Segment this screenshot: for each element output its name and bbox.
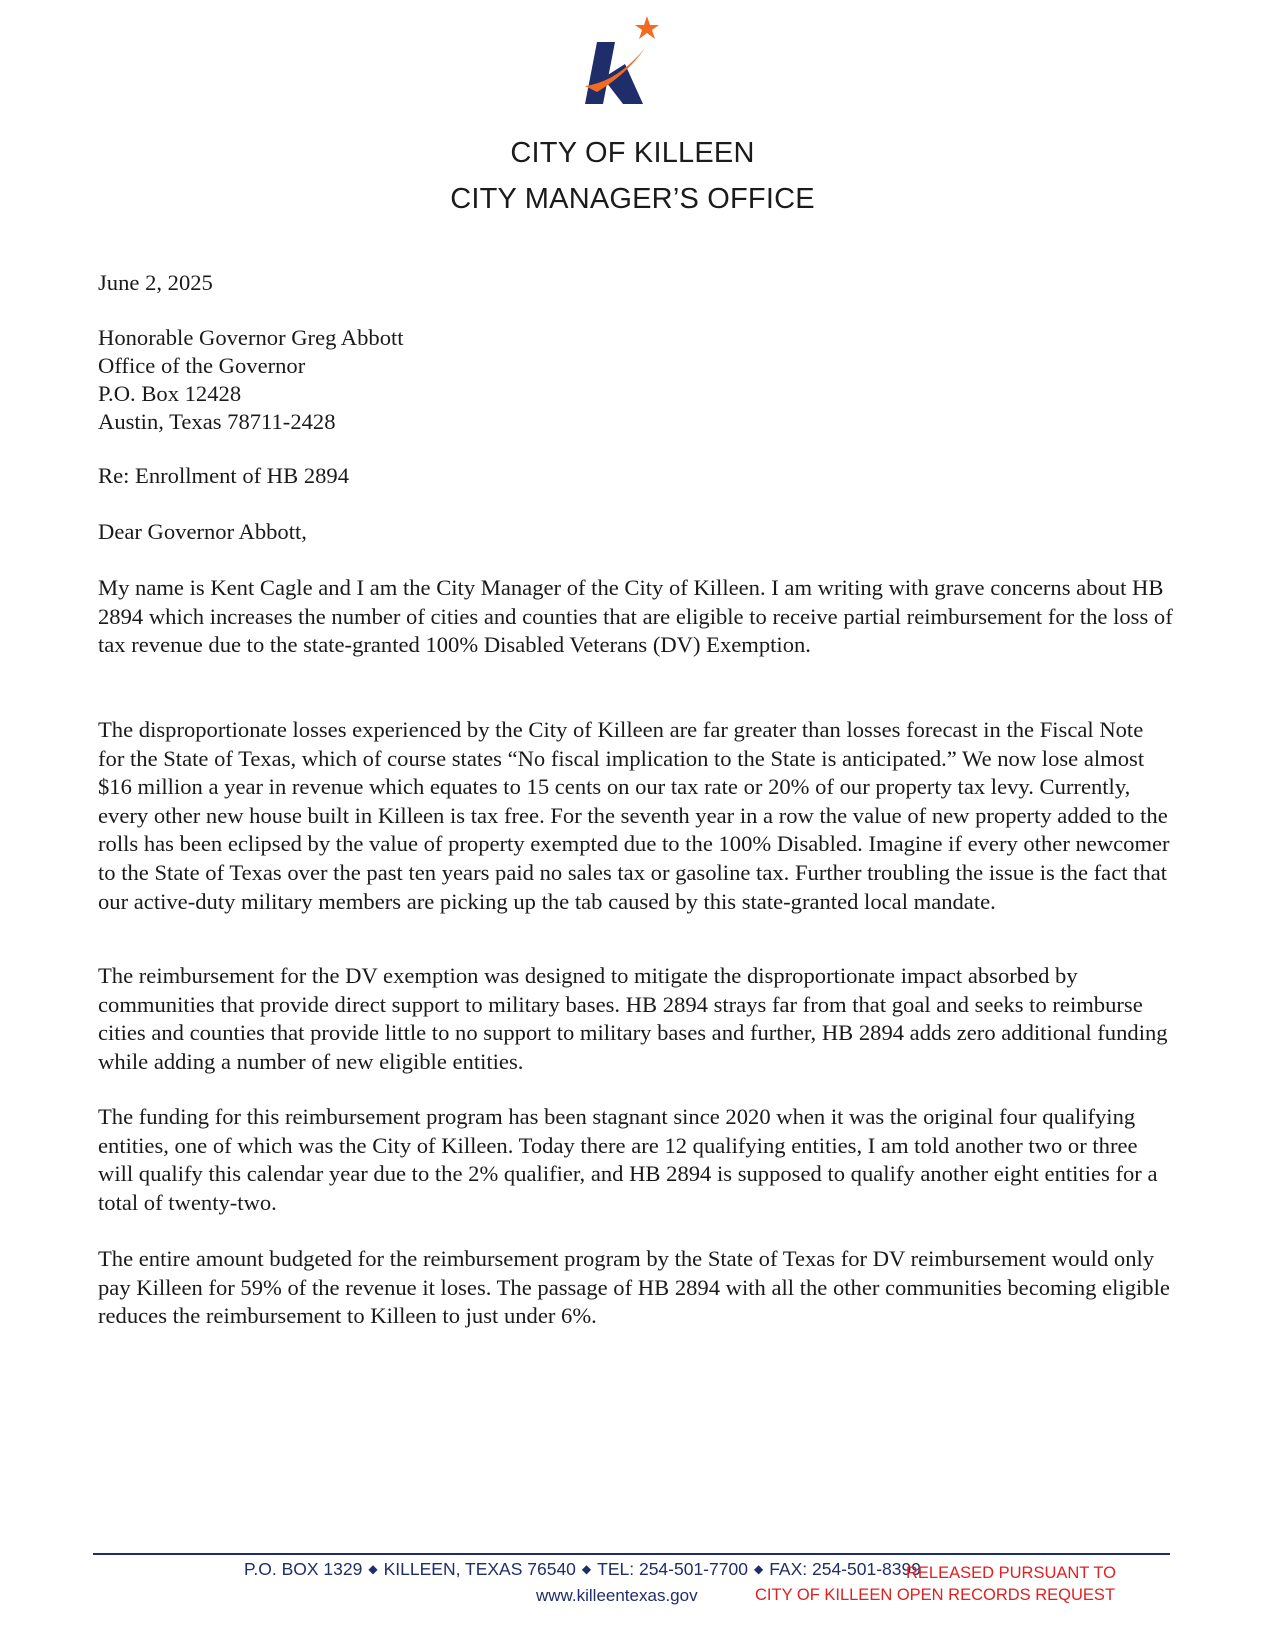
- footer-fax: FAX: 254-501-8399: [769, 1559, 921, 1579]
- recipient-line: Honorable Governor Greg Abbott: [98, 325, 404, 350]
- recipient-line: P.O. Box 12428: [98, 381, 242, 406]
- logo-star-icon: [635, 16, 659, 39]
- letterhead-city: CITY OF KILLEEN: [510, 137, 755, 169]
- footer-city-state: KILLEEN, TEXAS 76540: [383, 1559, 576, 1579]
- footer-po-box: P.O. BOX 1329: [244, 1559, 363, 1579]
- footer-divider: [93, 1553, 1170, 1555]
- release-stamp-line1: RELEASED PURSUANT TO: [906, 1564, 1116, 1582]
- body-paragraph: The entire amount budgeted for the reimbursement program by the State of Texas for DV reimbursement would only pay Killeen for 59% of the revenue it loses. The passage of HB 2894 with all the other communities becoming eligible reduces the reimbursement to Killeen to just under 6%.: [98, 1246, 1170, 1329]
- logo-k-stem: [585, 42, 615, 104]
- letterhead-office: CITY MANAGER’S OFFICE: [450, 183, 815, 215]
- letter-date: June 2, 2025: [98, 270, 213, 295]
- diamond-icon: ◆: [368, 1562, 378, 1576]
- re-line: Re: Enrollment of HB 2894: [98, 463, 350, 488]
- diamond-icon: ◆: [753, 1562, 764, 1576]
- recipient-line: Austin, Texas 78711-2428: [98, 409, 336, 434]
- body-paragraph: The disproportionate losses experienced by the City of Killeen are far greater than losses forecast in the Fiscal Note for the State of Texas, which of course states “No fiscal implication to the State is anticipated.” We now lose almost $16 million a year in revenue which equates to 15 cents on our tax rate or 20% of our property tax levy. Currently, every other new house built in Killeen is tax free. For the seventh year in a row the value of new property added to the rolls has been eclipsed by the value of property exempted due to the 100% Disabled. Imagine if every other newcomer to the State of Texas over the past ten years paid no sales tax or gasoline tax. Further troubling the issue is the fact that our active-duty military members are picking up the tab caused by this state-granted local mandate.: [98, 717, 1170, 914]
- salutation: Dear Governor Abbott,: [98, 519, 307, 544]
- body-paragraph: The reimbursement for the DV exemption was designed to mitigate the disproportionate impact absorbed by communities that provide direct support to military bases. HB 2894 strays far from that goal and seeks to reimburse cities and counties that provide little to no support to military bases and further, HB 2894 adds zero additional funding while adding a number of new eligible entities.: [98, 963, 1168, 1074]
- body-paragraph: My name is Kent Cagle and I am the City Manager of the City of Killeen. I am writing with grave concerns about HB 2894 which increases the number of cities and counties that are eligible to receive partial reimbursement for the loss of tax revenue due to the state-granted 100% Disabled Veterans (DV) Exemption.: [98, 575, 1173, 658]
- release-stamp-line2: CITY OF KILLEEN OPEN RECORDS REQUEST: [755, 1586, 1116, 1604]
- footer-website: www.killeentexas.gov: [536, 1586, 698, 1605]
- diamond-icon: ◆: [581, 1562, 592, 1576]
- body-paragraph: The funding for this reimbursement program has been stagnant since 2020 when it was the original four qualifying entities, one of which was the City of Killeen. Today there are 12 qualifying entities, I am told another two or three will qualify this calendar year due to the 2% qualifier, and HB 2894 is supposed to qualify another eight entities for a total of twenty-two.: [98, 1104, 1158, 1215]
- footer-address: [244, 1559, 921, 1580]
- footer-tel: TEL: 254-501-7700: [597, 1559, 748, 1579]
- recipient-line: Office of the Governor: [98, 353, 306, 378]
- city-of-killeen-logo-icon: [575, 12, 695, 112]
